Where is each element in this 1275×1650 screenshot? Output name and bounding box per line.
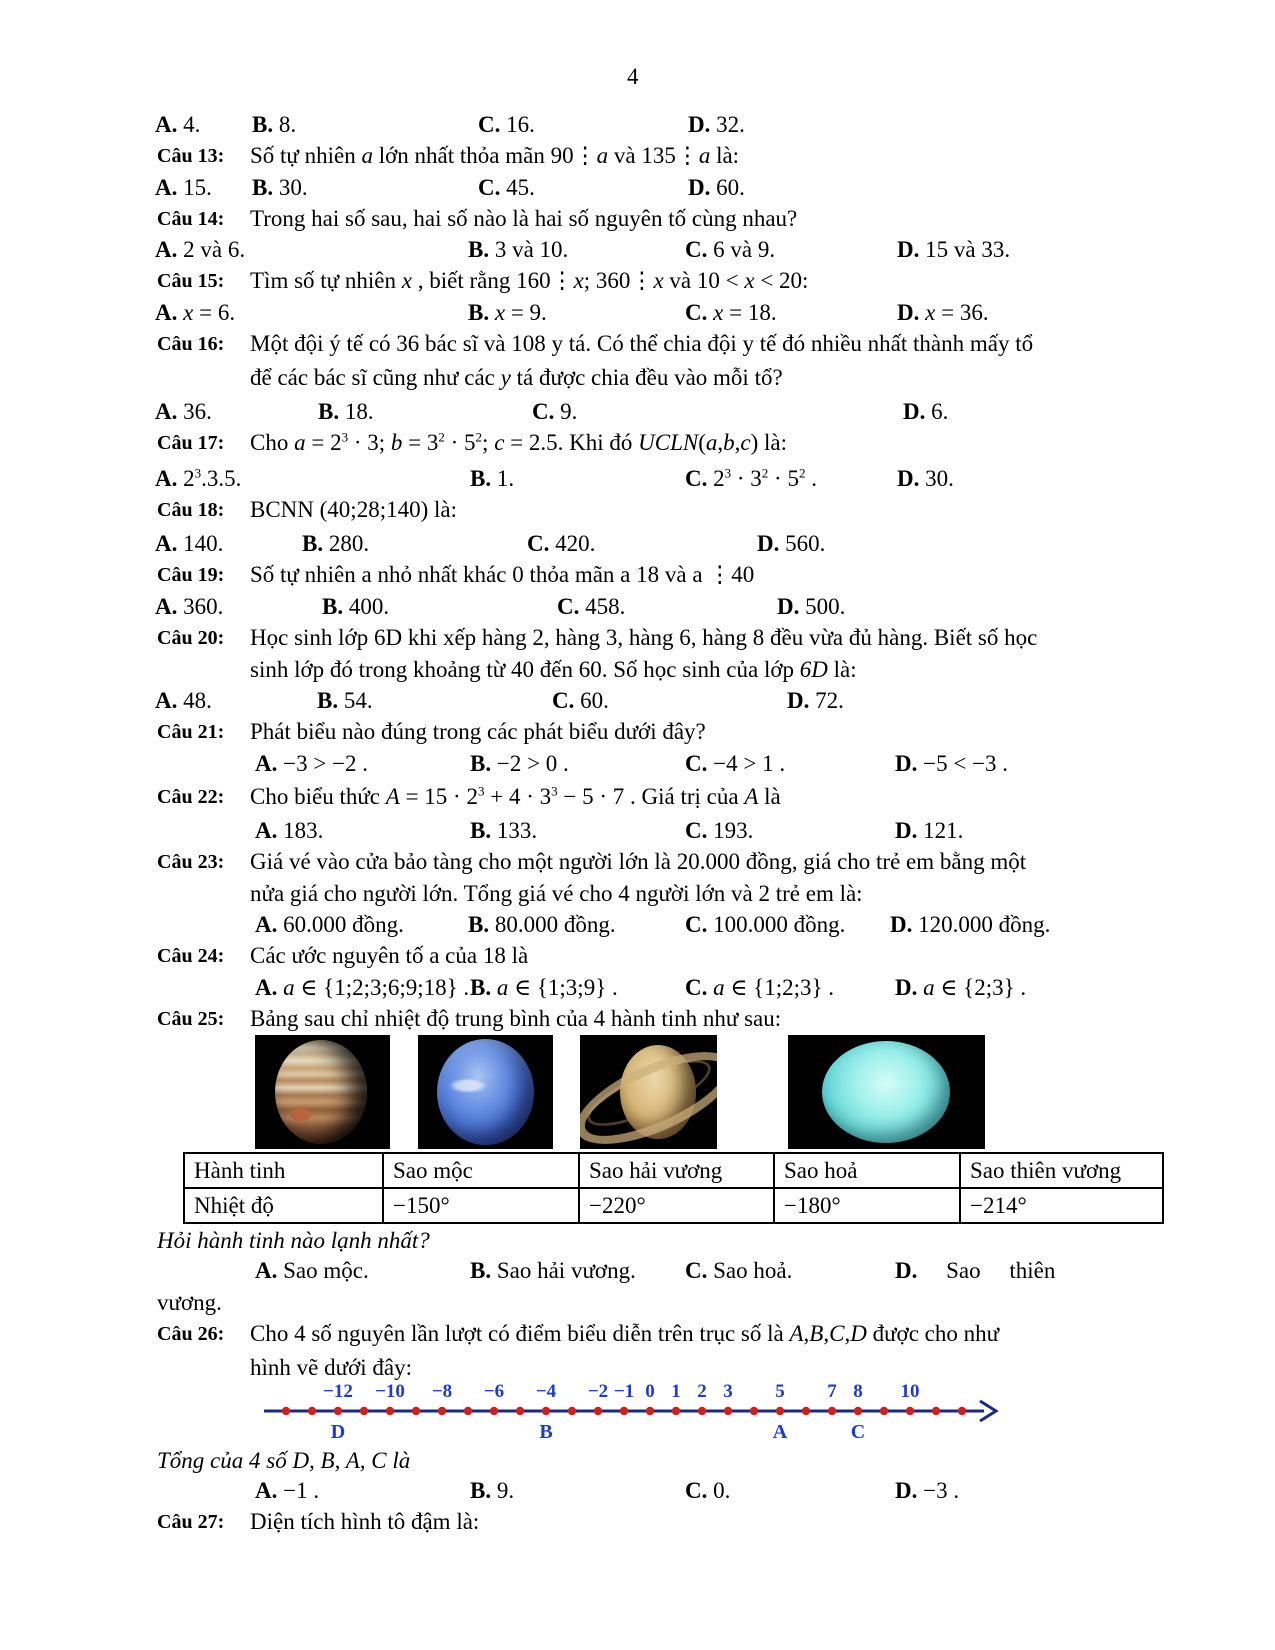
question-id: Câu 14: <box>157 208 225 230</box>
option-text: 9. <box>496 1478 515 1503</box>
option-item <box>685 818 753 844</box>
question-text: Giá vé vào cửa bảo tàng cho một người lớn là 20.000 đồng, giá cho trẻ em bằng một <box>250 849 1027 874</box>
question-text: Bảng sau chỉ nhiệt độ trung bình của 4 hành tinh như sau: <box>250 1006 782 1031</box>
option-label: C. <box>685 751 708 776</box>
option-item <box>685 237 775 263</box>
option-text: x = 6. <box>183 300 236 325</box>
numberline-dot <box>620 1407 628 1415</box>
numberline-tick-label: 0 <box>645 1381 655 1402</box>
option-label: C. <box>478 112 501 137</box>
option-text: $2^3 \cdot 3^2 \cdot 5^2$ . <box>713 465 817 491</box>
option-label: A. <box>255 1258 278 1283</box>
option-item <box>470 1478 514 1504</box>
numberline-point-label: B <box>539 1421 553 1443</box>
option-item <box>787 688 844 714</box>
question-id: Câu 26: <box>157 1323 225 1345</box>
option-label: A. <box>255 1478 278 1503</box>
option-item <box>155 399 212 425</box>
option-label: A. <box>255 818 278 843</box>
option-text: −2 > 0 . <box>496 751 569 776</box>
option-label: C. <box>685 912 708 937</box>
numberline-tick-label: 7 <box>827 1381 837 1402</box>
option-text: 30. <box>278 175 308 200</box>
option-text: 193. <box>713 818 754 843</box>
numberline-dot <box>802 1407 810 1415</box>
numberline-tick-label: 10 <box>900 1381 920 1402</box>
option-item <box>897 466 954 492</box>
option-label: C. <box>685 466 708 491</box>
option-item <box>685 1258 792 1284</box>
option-item <box>688 175 745 201</box>
question-text: Các ước nguyên tố a của 18 là <box>250 943 529 968</box>
question-note: Hỏi hành tinh nào lạnh nhất? <box>157 1228 430 1253</box>
numberline-dot <box>282 1407 290 1415</box>
numberline-tick-label: −12 <box>323 1381 353 1402</box>
number-line-svg <box>258 1378 1000 1450</box>
option-item <box>895 975 1026 1001</box>
option-text: −1 . <box>283 1478 320 1503</box>
option-item <box>527 531 595 557</box>
option-label: A. <box>155 466 178 491</box>
option-text: a ∈ {1;3;9} . <box>496 975 618 1000</box>
table-header-cell: Sao hoả <box>774 1153 960 1188</box>
option-text: 400. <box>348 594 390 619</box>
option-item <box>685 912 845 938</box>
numberline-dot <box>750 1407 758 1415</box>
option-text: 45. <box>506 175 535 200</box>
table-row <box>184 1153 1163 1188</box>
option-item <box>478 112 535 138</box>
table-cell: −180° <box>774 1188 960 1223</box>
question-text-continued: sinh lớp đó trong khoảng từ 40 đến 60. Số học sinh của lớp 6D là: <box>250 657 857 682</box>
option-item <box>255 975 469 1001</box>
option-label: B. <box>302 531 324 556</box>
option-item <box>317 688 373 714</box>
option-label: D. <box>897 466 920 491</box>
option-text: 1. <box>496 466 515 491</box>
numberline-dot <box>412 1407 420 1415</box>
question-text: Số tự nhiên a lớn nhất thỏa mãn 90⋮a và 135⋮a là: <box>250 143 740 168</box>
option-label: C. <box>527 531 550 556</box>
option-text: 6. <box>931 399 949 424</box>
question-id: Câu 18: <box>157 499 225 521</box>
numberline-dot <box>594 1407 602 1415</box>
table-header-cell: Sao hải vương <box>579 1153 774 1188</box>
numberline-dot <box>724 1407 732 1415</box>
option-item <box>897 237 1010 263</box>
option-label: A. <box>155 594 178 619</box>
option-text: 32. <box>716 112 745 137</box>
option-text: 15 và 33. <box>925 237 1011 262</box>
option-label: A. <box>155 175 178 200</box>
option-label: D. <box>787 688 810 713</box>
option-text: −5 < −3 . <box>923 751 1009 776</box>
option-label: C. <box>478 175 501 200</box>
question-id: Câu 17: <box>157 432 225 454</box>
option-label: B. <box>470 1258 492 1283</box>
numberline-dot <box>334 1407 342 1415</box>
option-label: B. <box>318 399 340 424</box>
option-item <box>685 300 777 326</box>
option-text-wrap: vương. <box>157 1290 222 1315</box>
option-text: 183. <box>283 818 324 843</box>
numberline-dot <box>698 1407 706 1415</box>
planet-image-neptune <box>418 1035 553 1149</box>
option-text: 8. <box>278 112 297 137</box>
option-text: Sao hải vương. <box>496 1258 636 1283</box>
table-cell: −214° <box>960 1188 1163 1223</box>
option-text: Sao thiên <box>923 1258 1056 1283</box>
option-label: D. <box>757 531 780 556</box>
numberline-dot <box>854 1407 862 1415</box>
numberline-dot <box>438 1407 446 1415</box>
option-text: −4 > 1 . <box>713 751 786 776</box>
option-text: a ∈ {2;3} . <box>923 975 1027 1000</box>
option-label: C. <box>685 237 708 262</box>
numberline-tick-label: 5 <box>775 1381 785 1402</box>
table-cell: −220° <box>579 1188 774 1223</box>
option-label: B. <box>468 912 490 937</box>
option-item <box>895 751 1008 777</box>
option-item <box>895 1258 1055 1284</box>
option-item <box>470 1258 636 1284</box>
option-text: 500. <box>805 594 846 619</box>
numberline-dot <box>308 1407 316 1415</box>
question-text: Cho $a = 2^3 \cdot 3$; $b = 3^2 \cdot 5^2$; c = 2.5. Khi đó UCLN(a,b,c) là: <box>250 429 788 455</box>
option-label: A. <box>255 975 278 1000</box>
option-label: D. <box>895 975 918 1000</box>
option-label: A. <box>155 300 178 325</box>
option-text: 54. <box>343 688 373 713</box>
option-text: 360. <box>183 594 224 619</box>
option-text: 16. <box>506 112 535 137</box>
option-text: a ∈ {1;2;3;6;9;18} . <box>283 975 470 1000</box>
option-label: D. <box>903 399 926 424</box>
question-text-continued: để các bác sĩ cũng như các y tá được chia đều vào mỗi tổ? <box>250 365 783 390</box>
question-id: Câu 24: <box>157 945 225 967</box>
option-label: C. <box>532 399 555 424</box>
option-label: C. <box>685 818 708 843</box>
option-text: 560. <box>785 531 826 556</box>
question-id: Câu 13: <box>157 145 225 167</box>
option-label: C. <box>685 1258 708 1283</box>
option-label: B. <box>470 466 492 491</box>
numberline-tick-label: −10 <box>375 1381 405 1402</box>
option-item <box>255 1258 369 1284</box>
option-item <box>895 1478 959 1504</box>
table-header-cell: Sao mộc <box>383 1153 579 1188</box>
option-text: 3 và 10. <box>494 237 569 262</box>
option-label: A. <box>155 688 178 713</box>
neptune-planet-icon <box>437 1039 534 1145</box>
option-text: Sao mộc. <box>283 1258 369 1283</box>
option-item <box>155 112 200 138</box>
numberline-dot <box>880 1407 888 1415</box>
numberline-dot <box>386 1407 394 1415</box>
option-label: D. <box>890 912 913 937</box>
option-item <box>470 466 514 492</box>
question-text: Phát biểu nào đúng trong các phát biểu dưới đây? <box>250 719 706 744</box>
option-text: 72. <box>815 688 844 713</box>
option-text: x = 18. <box>713 300 777 325</box>
option-text: 0. <box>713 1478 731 1503</box>
option-text: 120.000 đồng. <box>918 912 1051 937</box>
numberline-dot <box>828 1407 836 1415</box>
option-text: $2^3.3.5$. <box>183 465 242 491</box>
option-text: 9. <box>560 399 578 424</box>
option-label: A. <box>155 531 178 556</box>
option-label: D. <box>688 112 711 137</box>
numberline-dot <box>672 1407 680 1415</box>
option-text: −3 > −2 . <box>283 751 369 776</box>
option-text: 140. <box>183 531 224 556</box>
option-label: D. <box>688 175 711 200</box>
option-text: 100.000 đồng. <box>713 912 846 937</box>
option-item <box>255 912 404 938</box>
option-label: D. <box>897 237 920 262</box>
numberline-tick-label: −1 <box>613 1381 635 1402</box>
numberline-dot <box>490 1407 498 1415</box>
option-item <box>155 531 223 557</box>
numberline-dot <box>932 1407 940 1415</box>
option-item <box>895 818 963 844</box>
option-item <box>688 112 745 138</box>
option-label: A. <box>255 751 278 776</box>
option-label: A. <box>255 912 278 937</box>
option-text: 6 và 9. <box>713 237 776 262</box>
option-label: C. <box>685 975 708 1000</box>
option-label: C. <box>552 688 575 713</box>
table-header-cell: Hành tinh <box>184 1153 383 1188</box>
option-text: 60. <box>580 688 609 713</box>
option-item <box>155 237 245 263</box>
numberline-dot <box>360 1407 368 1415</box>
option-text: 121. <box>923 818 964 843</box>
option-label: B. <box>317 688 339 713</box>
option-item <box>685 466 817 492</box>
option-label: A. <box>155 112 178 137</box>
option-item <box>155 300 235 326</box>
option-label: C. <box>685 1478 708 1503</box>
question-text: Số tự nhiên a nhỏ nhất khác 0 thỏa mãn a 18 và a ⋮40 <box>250 562 755 587</box>
numberline-tick-label: 2 <box>697 1381 707 1402</box>
option-item <box>478 175 535 201</box>
option-text: 18. <box>344 399 374 424</box>
option-item <box>155 466 241 492</box>
option-label: B. <box>252 175 274 200</box>
option-label: B. <box>252 112 274 137</box>
table-cell: −150° <box>383 1188 579 1223</box>
numberline-dot <box>464 1407 472 1415</box>
question-id: Câu 27: <box>157 1511 225 1533</box>
option-item <box>685 975 834 1001</box>
option-label: A. <box>155 399 178 424</box>
option-text: x = 9. <box>494 300 547 325</box>
option-text: 36. <box>183 399 212 424</box>
option-text: a ∈ {1;2;3} . <box>713 975 835 1000</box>
option-label: D. <box>897 300 920 325</box>
planet-temperature-table <box>183 1152 1164 1224</box>
numberline-dot <box>646 1407 654 1415</box>
option-item <box>252 175 308 201</box>
option-label: B. <box>470 1478 492 1503</box>
option-label: D. <box>895 1258 918 1283</box>
option-text: 420. <box>555 531 596 556</box>
question-text-continued: hình vẽ dưới đây: <box>250 1355 412 1380</box>
option-item <box>890 912 1050 938</box>
numberline-tick-label: −6 <box>483 1381 505 1402</box>
numberline-dot <box>958 1407 966 1415</box>
option-item <box>322 594 389 620</box>
option-item <box>470 818 537 844</box>
question-id: Câu 15: <box>157 270 225 292</box>
option-item <box>552 688 609 714</box>
option-item <box>903 399 948 425</box>
option-item <box>685 751 785 777</box>
number-line-figure <box>258 1378 1000 1450</box>
option-label: B. <box>470 975 492 1000</box>
numberline-point-label: A <box>772 1421 788 1443</box>
option-text: 80.000 đồng. <box>494 912 616 937</box>
option-label: B. <box>470 751 492 776</box>
option-text: 4. <box>183 112 201 137</box>
question-text: Cho 4 số nguyên lần lượt có điểm biểu diễn trên trục số là A,B,C,D được cho như <box>250 1321 1000 1346</box>
planet-image-saturn <box>580 1035 717 1149</box>
question-text: Diện tích hình tô đậm là: <box>250 1509 480 1534</box>
question-note: Tổng của 4 số D, B, A, C là <box>157 1448 411 1473</box>
numberline-tick-label: −2 <box>587 1381 609 1402</box>
option-text: 48. <box>183 688 212 713</box>
option-text: 60. <box>716 175 745 200</box>
option-text: Sao hoả. <box>713 1258 793 1283</box>
option-item <box>318 399 374 425</box>
question-text: Học sinh lớp 6D khi xếp hàng 2, hàng 3, hàng 6, hàng 8 đều vừa đủ hàng. Biết số học <box>250 625 1038 650</box>
option-label: A. <box>155 237 178 262</box>
option-text: 2 và 6. <box>183 237 246 262</box>
option-item <box>897 300 989 326</box>
table-row <box>184 1188 1163 1223</box>
numberline-point-label: C <box>850 1421 866 1443</box>
option-item <box>685 1478 730 1504</box>
option-label: C. <box>557 594 580 619</box>
planet-image-uranus <box>788 1035 985 1149</box>
question-text: Trong hai số sau, hai số nào là hai số nguyên tố cùng nhau? <box>250 206 798 231</box>
option-item <box>155 594 223 620</box>
numberline-dot <box>776 1407 784 1415</box>
option-item <box>155 175 212 201</box>
table-cell: Nhiệt độ <box>184 1188 383 1223</box>
question-text: BCNN (40;28;140) là: <box>250 497 457 522</box>
question-id: Câu 25: <box>157 1008 225 1030</box>
question-text: Cho biểu thức $A = 15 \cdot 2^3 + 4 \cdot 3^3 - 5 \cdot 7$ . Giá trị của A là <box>250 783 781 809</box>
option-label: B. <box>322 594 344 619</box>
numberline-tick-label: 8 <box>853 1381 863 1402</box>
question-id: Câu 16: <box>157 333 225 355</box>
option-item <box>532 399 577 425</box>
option-item <box>155 688 212 714</box>
option-item <box>470 751 569 777</box>
option-label: D. <box>777 594 800 619</box>
numberline-tick-label: 1 <box>671 1381 681 1402</box>
page-number: 4 <box>627 64 639 89</box>
option-label: D. <box>895 751 918 776</box>
numberline-dot <box>906 1407 914 1415</box>
option-text: 458. <box>585 594 626 619</box>
table-header-cell: Sao thiên vương <box>960 1153 1163 1188</box>
option-item <box>468 237 568 263</box>
option-text: x = 36. <box>925 300 989 325</box>
question-id: Câu 21: <box>157 721 225 743</box>
numberline-tick-label: −8 <box>431 1381 453 1402</box>
uranus-planet-icon <box>822 1041 950 1143</box>
option-item <box>557 594 625 620</box>
numberline-tick-label: −4 <box>535 1381 557 1402</box>
option-item <box>777 594 845 620</box>
question-id: Câu 19: <box>157 564 225 586</box>
option-label: D. <box>895 818 918 843</box>
question-text-continued: nửa giá cho người lớn. Tổng giá vé cho 4 người lớn và 2 trẻ em là: <box>250 881 863 906</box>
option-text: 280. <box>328 531 370 556</box>
question-text: Tìm số tự nhiên x , biết rằng 160⋮x; 360⋮x và 10 < x < 20: <box>250 268 809 293</box>
numberline-dot <box>568 1407 576 1415</box>
question-id: Câu 20: <box>157 627 225 649</box>
option-item <box>468 300 547 326</box>
question-id: Câu 23: <box>157 851 225 873</box>
option-item <box>470 975 618 1001</box>
question-id: Câu 22: <box>157 786 225 808</box>
option-text: 60.000 đồng. <box>283 912 404 937</box>
option-text: 133. <box>496 818 538 843</box>
option-item <box>757 531 825 557</box>
option-item <box>252 112 296 138</box>
jupiter-planet-icon <box>275 1040 367 1144</box>
option-item <box>255 1478 319 1504</box>
numberline-tick-label: 3 <box>723 1381 733 1402</box>
option-item <box>468 912 616 938</box>
numberline-dot <box>516 1407 524 1415</box>
option-text: −3 . <box>923 1478 960 1503</box>
option-text: 30. <box>925 466 954 491</box>
option-label: D. <box>895 1478 918 1503</box>
option-label: B. <box>468 237 490 262</box>
option-label: B. <box>468 300 490 325</box>
planet-image-jupiter <box>255 1035 390 1149</box>
option-label: B. <box>470 818 492 843</box>
numberline-dot <box>542 1407 550 1415</box>
numberline-point-label: D <box>330 1421 346 1443</box>
option-label: C. <box>685 300 708 325</box>
option-item <box>255 818 323 844</box>
option-item <box>302 531 369 557</box>
option-text: 15. <box>183 175 212 200</box>
option-item <box>255 751 368 777</box>
question-text: Một đội ý tế có 36 bác sĩ và 108 y tá. Có thể chia đội y tế đó nhiều nhất thành mấy tổ <box>250 331 1034 356</box>
